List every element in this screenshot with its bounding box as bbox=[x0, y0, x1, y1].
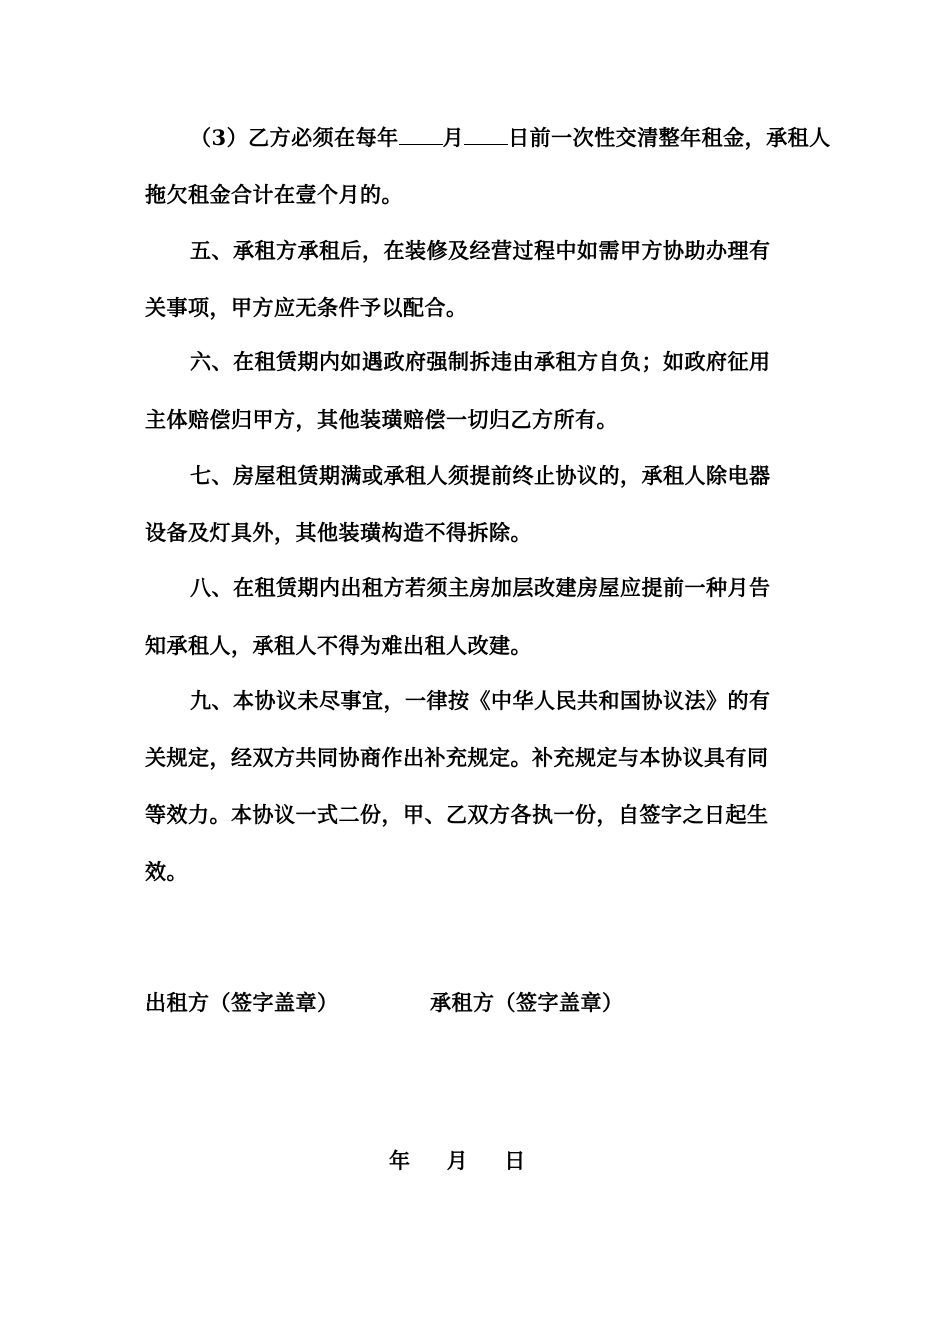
clause-9-line-1: 九、本协议未尽事宜，一律按《中华人民共和国协议法》的有 bbox=[190, 688, 771, 713]
date-year-label: 年 bbox=[389, 1148, 410, 1173]
clause-6-line-2: 主体赔偿归甲方，其他装璜赔偿一切归乙方所有。 bbox=[145, 407, 618, 432]
clause-9-line-2: 关规定，经双方共同协商作出补充规定。补充规定与本协议具有同 bbox=[145, 745, 769, 770]
clause-3-line-2: 拖欠租金合计在壹个月的。 bbox=[145, 182, 403, 207]
lessor-signature-label: 出租方（签字盖章） bbox=[145, 990, 339, 1015]
clause-8-line-2: 知承租人，承租人不得为难出租人改建。 bbox=[145, 633, 532, 658]
clause-6-line-1: 六、在租赁期内如遇政府强制拆违由承租方自负；如政府征用 bbox=[190, 349, 771, 374]
signing-date bbox=[389, 1146, 525, 1176]
clause-5-line-1: 五、承租方承租后，在装修及经营过程中如需甲方协助办理有 bbox=[190, 238, 771, 263]
clause-9-line-3: 等效力。本协议一式二份，甲、乙双方各执一份，自签字之日起生 bbox=[145, 802, 769, 827]
clause-3-text-c: 日前一次性交清整年租金，承租人 bbox=[508, 125, 831, 150]
lessee-signature-label: 承租方（签字盖章） bbox=[430, 990, 624, 1015]
date-day-label: 日 bbox=[504, 1148, 526, 1173]
date-month-label: 月 bbox=[446, 1148, 468, 1173]
clause-5-line-2: 关事项，甲方应无条件予以配合。 bbox=[145, 295, 468, 320]
clause-3-text-b: 月 bbox=[442, 125, 465, 150]
clause-7-line-1: 七、房屋租赁期满或承租人须提前终止协议的，承租人除电器 bbox=[190, 463, 771, 488]
clause-7-line-2: 设备及灯具外，其他装璜构造不得拆除。 bbox=[145, 520, 532, 545]
month-blank bbox=[399, 122, 443, 145]
clause-3-text-a: （3）乙方必须在每年 bbox=[190, 125, 399, 150]
day-blank bbox=[464, 122, 508, 145]
clause-9-line-4: 效。 bbox=[145, 859, 188, 884]
clause-8-line-1: 八、在租赁期内出租方若须主房加层改建房屋应提前一种月告 bbox=[190, 575, 771, 600]
clause-3-line-1 bbox=[190, 122, 831, 153]
